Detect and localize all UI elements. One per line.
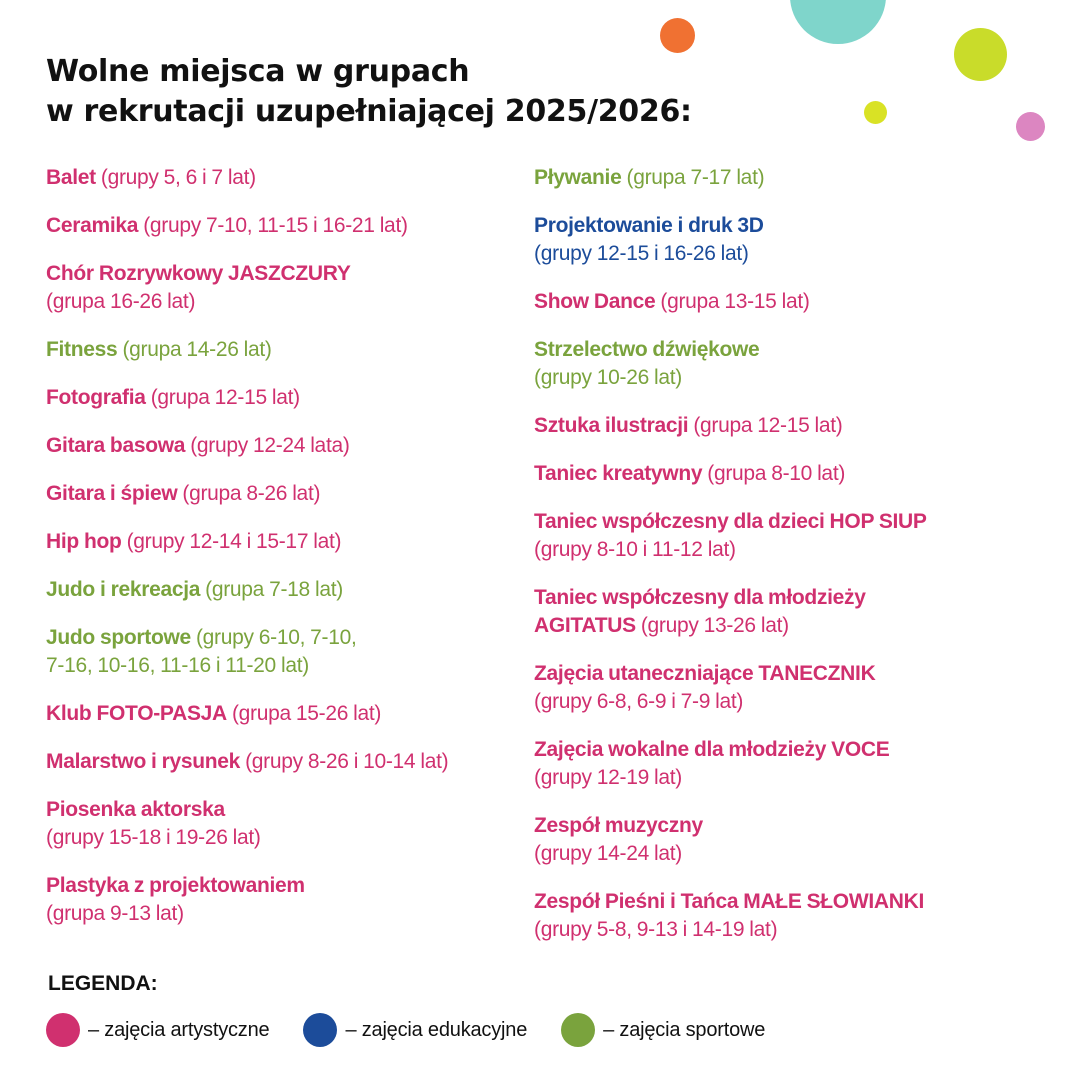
legend-color-dot-icon [561,1013,595,1047]
activity-item [46,796,526,852]
activity-item [534,460,1034,488]
activity-name: Show Dance [534,290,656,313]
activity-item [46,872,526,928]
activity-groups: (grupy 8-26 i 10-14 lat) [240,750,449,773]
legend-item [561,1013,765,1047]
legend-item [46,1013,269,1047]
activity-groups: (grupa 16-26 lat) [46,290,196,313]
activity-groups: (grupa 12-15 lat) [688,414,843,437]
activity-item [46,212,526,240]
activity-groups: (grupa 15-26 lat) [226,702,382,725]
page-title [46,52,692,132]
legend-color-dot-icon [303,1013,337,1047]
activity-name: Gitara basowa [46,434,186,457]
activity-groups: (grupy 12-15 i 16-26 lat) [534,242,749,265]
activity-item [46,624,526,680]
activity-groups: (grupy 5-8, 9-13 i 14-19 lat) [534,918,778,941]
activity-item [46,164,526,192]
activity-item [534,412,1034,440]
activity-groups: (grupy 6-8, 6-9 i 7-9 lat) [534,690,744,713]
activity-name: Fotografia [46,386,146,409]
activity-item [46,336,526,364]
activity-item [534,336,1034,392]
activity-item [534,812,1034,868]
activity-name: Ceramika [46,214,139,237]
activity-name: Plastyka z projektowaniem [46,874,305,897]
activity-name: Projektowanie i druk 3D [534,214,764,237]
activity-name: Zajęcia utaneczniające TANECZNIK [534,662,876,685]
title-line-2: w rekrutacji uzupełniającej 2025/2026: [46,94,692,129]
activity-groups: (grupy 8-10 i 11-12 lat) [534,538,736,561]
title-line-1: Wolne miejsca w grupach [46,54,470,89]
activity-item [534,508,1034,564]
activity-name: Malarstwo i rysunek [46,750,241,773]
legend-item [303,1013,527,1047]
activity-name: Judo i rekreacja [46,578,201,601]
activity-groups: (grupy 15-18 i 19-26 lat) [46,826,261,849]
activity-name-continued: AGITATUS [534,614,636,637]
decorative-circle-pink [1016,112,1045,141]
left-column [46,164,526,948]
activity-name: Taniec współczesny dla dzieci HOP SIUP [534,510,927,533]
activity-item [46,260,526,316]
activity-groups-continued: 7-16, 10-16, 11-16 i 11-20 lat) [46,654,309,677]
activity-name: Zajęcia wokalne dla młodzieży VOCE [534,738,890,761]
legend-color-dot-icon [46,1013,80,1047]
activity-groups: (grupa 7-18 lat) [200,578,343,601]
activity-groups: (grupa 14-26 lat) [117,338,272,361]
activity-item [534,660,1034,716]
decorative-circle-yellow [864,101,887,124]
activity-item [46,700,526,728]
activity-name: Zespół muzyczny [534,814,703,837]
activity-groups: (grupa 8-26 lat) [177,482,321,505]
activity-name: Taniec kreatywny [534,462,703,485]
activity-item [46,748,526,776]
activity-item [534,736,1034,792]
activity-groups: (grupy 5, 6 i 7 lat) [95,166,256,189]
activity-name: Taniec współczesny dla młodzieży [534,586,866,609]
activity-groups: (grupy 6-10, 7-10, [190,626,357,649]
activity-groups: (grupy 14-24 lat) [534,842,682,865]
legend [46,1013,799,1047]
activity-groups: (grupy 12-19 lat) [534,766,682,789]
activity-groups: (grupy 12-24 lata) [185,434,350,457]
activity-item [46,480,526,508]
activity-name: Hip hop [46,530,122,553]
activity-groups: (grupy 7-10, 11-15 i 16-21 lat) [138,214,408,237]
activity-groups: (grupa 8-10 lat) [702,462,846,485]
activity-name: Piosenka aktorska [46,798,225,821]
activity-name: Pływanie [534,166,622,189]
legend-label: – zajęcia edukacyjne [345,1018,528,1041]
activity-groups: (grupy 13-26 lat) [635,614,789,637]
activity-name: Strzelectwo dźwiękowe [534,338,760,361]
decorative-circle-teal [790,0,886,44]
legend-label: – zajęcia artystyczne [88,1018,270,1041]
activity-item [46,384,526,412]
activity-item [534,212,1034,268]
activity-item [534,888,1034,944]
activity-name: Chór Rozrywkowy JASZCZURY [46,262,351,285]
activity-groups: (grupa 9-13 lat) [46,902,184,925]
activity-item [534,288,1034,316]
activity-groups: (grupy 10-26 lat) [534,366,682,389]
activity-item [534,584,1034,640]
activity-item [46,432,526,460]
legend-title: LEGENDA: [48,972,158,995]
right-column [534,164,1034,964]
activity-groups: (grupa 13-15 lat) [655,290,810,313]
activity-name: Klub FOTO-PASJA [46,702,227,725]
activity-item [534,164,1034,192]
activity-groups: (grupa 12-15 lat) [145,386,300,409]
activity-name: Fitness [46,338,118,361]
activity-name: Judo sportowe [46,626,191,649]
activity-item [46,528,526,556]
decorative-circle-lime [954,28,1007,81]
decorative-circle-orange [660,18,695,53]
activity-name: Sztuka ilustracji [534,414,689,437]
legend-label: – zajęcia sportowe [603,1018,766,1041]
activity-groups: (grupa 7-17 lat) [621,166,765,189]
activity-name: Gitara i śpiew [46,482,178,505]
activity-groups: (grupy 12-14 i 15-17 lat) [121,530,342,553]
activity-name: Zespół Pieśni i Tańca MAŁE SŁOWIANKI [534,890,925,913]
activity-item [46,576,526,604]
activity-name: Balet [46,166,96,189]
